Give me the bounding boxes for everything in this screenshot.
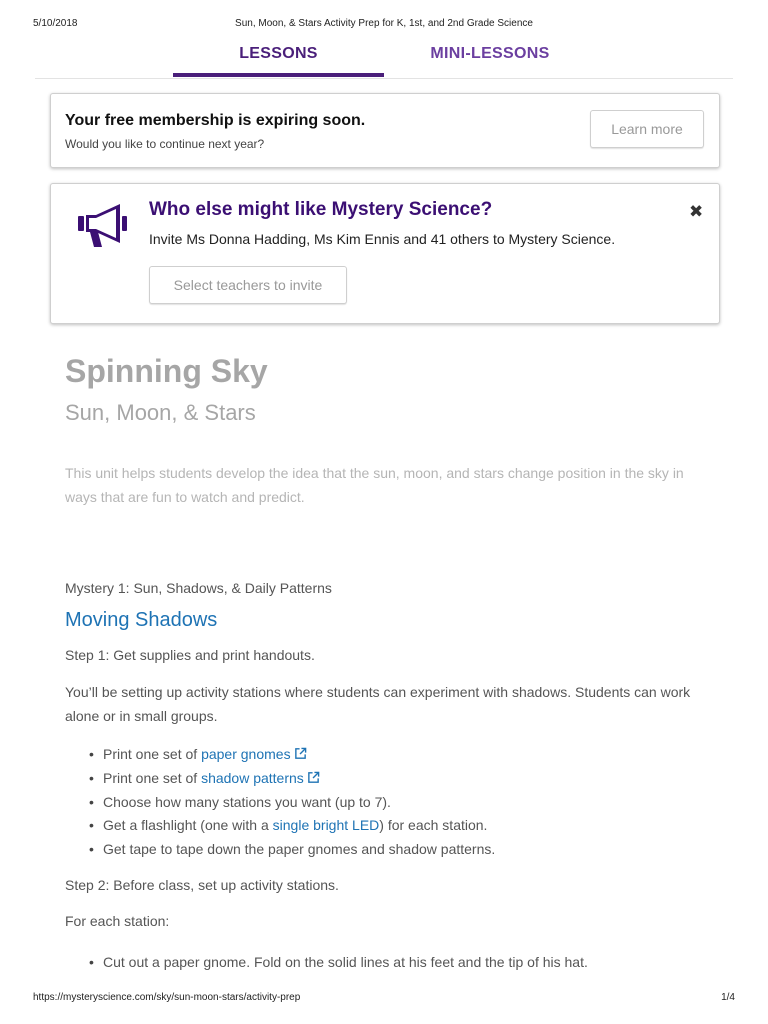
invite-text: Invite Ms Donna Hadding, Ms Kim Ennis and 41 others to Mystery Science.	[149, 231, 616, 247]
activity-title[interactable]: Moving Shadows	[65, 609, 218, 631]
unit-subtitle: Sun, Moon, & Stars	[65, 400, 256, 425]
select-teachers-button[interactable]: Select teachers to invite	[149, 266, 347, 304]
print-document-title: Sun, Moon, & Stars Activity Prep for K, 1st, and 2nd Grade Science	[235, 18, 533, 29]
learn-more-button[interactable]: Learn more	[590, 110, 704, 148]
print-url: https://mysteryscience.com/sky/sun-moon-stars/activity-prep	[33, 992, 301, 1003]
step-1-paragraph: You’ll be setting up activity stations where students can experiment with shadows. Students can work alone or in small groups.	[65, 684, 691, 724]
shadow-patterns-link[interactable]: shadow patterns	[201, 770, 304, 786]
single-bright-led-link[interactable]: single bright LED	[272, 817, 380, 833]
bullet-text: Get a flashlight (one with a	[103, 817, 273, 833]
unit-title: Spinning Sky	[65, 353, 268, 389]
step-1-heading: Step 1: Get supplies and print handouts.	[65, 647, 315, 663]
bullet-text: Print one set of	[103, 770, 202, 786]
step-2-heading: Step 2: Before class, set up activity stations.	[65, 877, 339, 893]
invite-banner	[50, 183, 720, 324]
membership-banner	[50, 93, 720, 168]
for-each-station-label: For each station:	[65, 913, 170, 929]
paper-gnomes-link[interactable]: paper gnomes	[201, 746, 291, 762]
bullet-text: Cut out a paper gnome. Fold on the solid lines at his feet and the tip of his hat.	[103, 954, 588, 970]
page-number: 1/4	[721, 992, 735, 1003]
bullet-text-suffix: ) for each station.	[379, 817, 488, 833]
membership-title: Your free membership is expiring soon.	[65, 112, 366, 129]
lesson-tabs	[35, 40, 733, 79]
megaphone-icon	[76, 201, 130, 249]
mystery-label: Mystery 1: Sun, Shadows, & Daily Patterns	[65, 580, 332, 596]
print-date: 5/10/2018	[33, 18, 78, 29]
bullet-text: Print one set of	[103, 746, 202, 762]
invite-title: Who else might like Mystery Science?	[149, 199, 493, 220]
bullet-text: Choose how many stations you want (up to 7).	[103, 794, 391, 810]
external-link-icon[interactable]	[307, 771, 320, 784]
close-icon[interactable]: ✖	[689, 202, 704, 221]
external-link-icon[interactable]	[294, 747, 307, 760]
tab-mini-lessons[interactable]: MINI-LESSONS	[430, 45, 550, 62]
bullet-text: Get tape to tape down the paper gnomes and shadow patterns.	[103, 841, 496, 857]
membership-subtitle: Would you like to continue next year?	[65, 137, 265, 151]
tab-lessons[interactable]: LESSONS	[173, 40, 384, 77]
print-footer	[0, 992, 768, 1006]
unit-description: This unit helps students develop the idea that the sun, moon, and stars change position in the sky in ways that are fun to watch and predict.	[65, 465, 684, 505]
print-header	[0, 18, 768, 32]
